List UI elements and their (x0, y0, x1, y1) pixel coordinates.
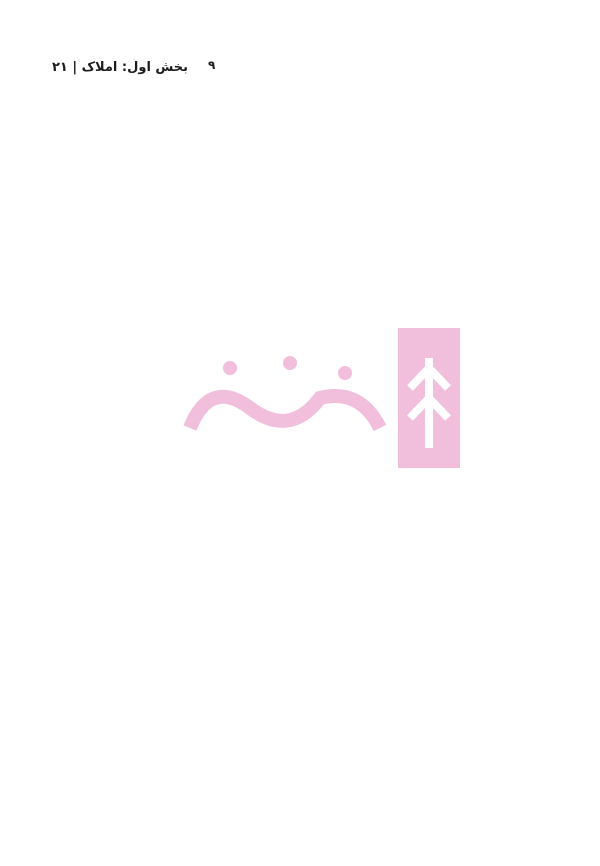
running-title: بخش اول: املاک | ۲۱ (52, 60, 189, 75)
page-header (52, 60, 532, 82)
publisher-watermark (170, 318, 470, 478)
page-number: ۹ (208, 58, 216, 72)
